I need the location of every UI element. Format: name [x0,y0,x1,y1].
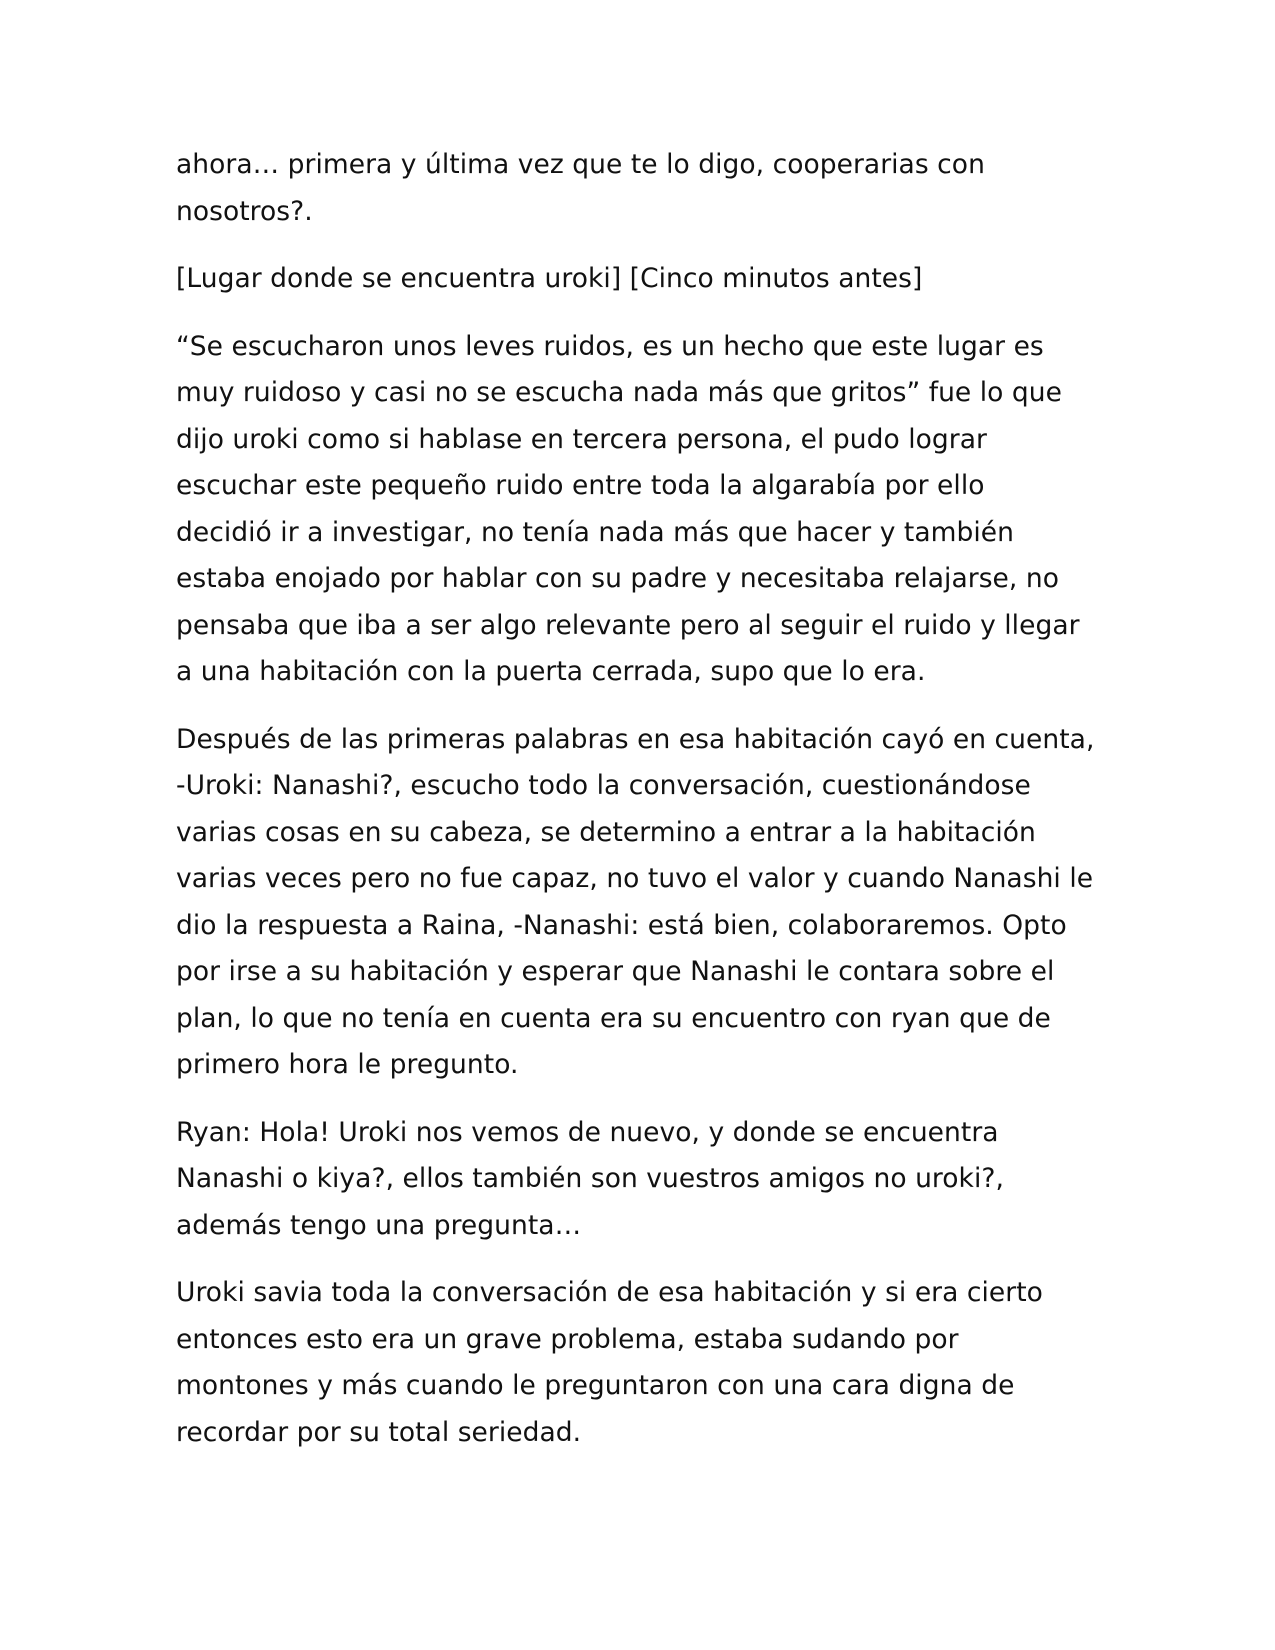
text-line: pensaba que iba a ser algo relevante pero al seguir el ruido y llegar [176,609,1080,641]
text-line: primero hora le pregunto. [176,1049,519,1080]
text-line: [Lugar donde se encuentra uroki] [Cinco minutos antes] [176,263,923,294]
body-text [176,142,1106,1456]
paragraph-2-scene-heading [176,256,1106,303]
text-line: decidió ir a investigar, no tenía nada más que hacer y también [176,516,1014,548]
text-line: plan, lo que no tenía en cuenta era su encuentro con ryan que de [176,1002,1051,1034]
paragraph-5 [176,1110,1106,1250]
text-line: escuchar este pequeño ruido entre toda la algarabía por ello [176,470,985,501]
paragraph-1 [176,142,1106,235]
text-line: “Se escucharon unos leves ruidos, es un hecho que este lugar es [176,330,1044,362]
text-line: muy ruidoso y casi no se escucha nada más que gritos” fue lo que [176,377,1062,408]
text-line: ahora… primera y última vez que te lo digo, cooperarias con [176,149,985,180]
text-line: recordar por su total seriedad. [176,1416,582,1448]
text-line: a una habitación con la puerta cerrada, supo que lo era. [176,656,926,687]
paragraph-3 [176,324,1106,696]
text-line: dijo uroki como si hablase en tercera persona, el pudo lograr [176,423,987,455]
text-line: además tengo una pregunta… [176,1209,582,1241]
text-line: estaba enojado por hablar con su padre y necesitaba relajarse, no [176,563,1059,594]
text-line: varias veces pero no fue capaz, no tuvo el valor y cuando Nanashi le [176,863,1094,894]
text-line: Uroki savia toda la conversación de esa habitación y si era cierto [176,1277,1043,1308]
paragraph-6 [176,1270,1106,1456]
text-line: Nanashi o kiya?, ellos también son vuestros amigos no uroki?, [176,1163,1004,1194]
text-line: varias cosas en su cabeza, se determino a entrar a la habitación [176,816,1036,848]
text-line: entonces esto era un grave problema, estaba sudando por [176,1323,959,1355]
text-line: -Uroki: Nanashi?, escucho todo la conversación, cuestionándose [176,770,1031,801]
text-line: por irse a su habitación y esperar que Nanashi le contara sobre el [176,956,1055,987]
text-line: nosotros?. [176,195,313,227]
paragraph-4 [176,717,1106,1089]
text-line: Después de las primeras palabras en esa habitación cayó en cuenta, [176,723,1095,755]
text-line: montones y más cuando le preguntaron con una cara digna de [176,1370,1015,1401]
text-line: dio la respuesta a Raina, -Nanashi: está bien, colaboraremos. Opto [176,909,1067,941]
text-line: Ryan: Hola! Uroki nos vemos de nuevo, y donde se encuentra [176,1116,999,1148]
